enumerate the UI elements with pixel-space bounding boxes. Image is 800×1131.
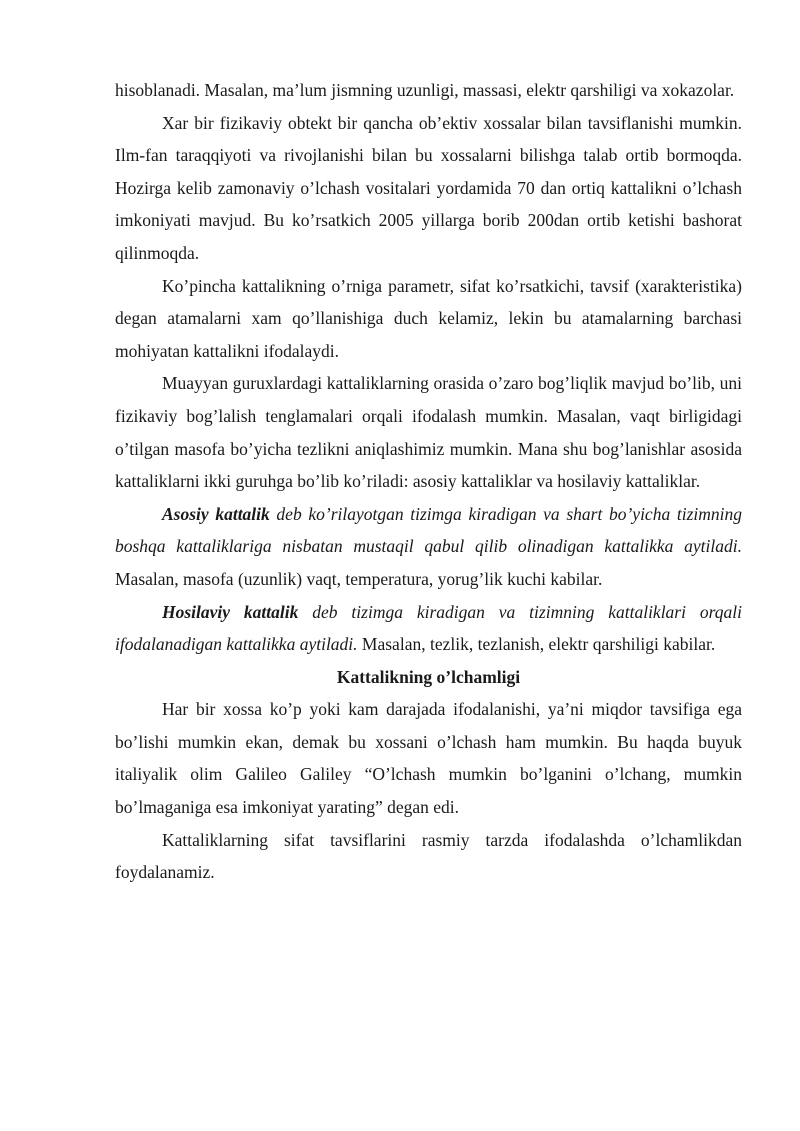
paragraph-2: Xar bir fizikaviy obtekt bir qancha ob’ektiv xossalar bilan tavsiflanishi mumkin. Ilm-fan taraqqiyoti va rivojlanishi bilan bu xossalarni bilishga talab ortib bormoqda. Hozirga kelib zamonaviy o’lchash vositalari yordamida 70 dan ortiq kattalikni o’lchash imkoniyati mavjud. Bu ko’rsatkich 2005 yillarga borib 200dan ortib ketishi bashorat qilinmoqda. bbox=[115, 112, 742, 263]
example-text: Masalan, masofa (uzunlik) vaqt, temperatura, yorug’lik kuchi kabilar. bbox=[115, 568, 603, 589]
example-text: Masalan, tezlik, tezlanish, elektr qarshiligi kabilar. bbox=[357, 634, 716, 655]
definition-text: deb tizimga kiradigan va tizimning kattaliklari orqali ifodalanadigan kattalikka aytiladi. bbox=[115, 601, 743, 655]
paragraph-7: Har bir xossa ko’p yoki kam darajada ifodalanishi, ya’ni miqdor tavsifiga ega bo’lishi mumkin ekan, demak bu xossani o’lchash ham mumkin. Bu haqda buyuk italiyalik olim Galileo Galiley “O’lchash mumkin bo’lganini o’lchang, mumkin bo’lmaganiga esa imkoniyat yarating” degan edi. bbox=[115, 699, 742, 818]
definition-text: deb ko’rilayotgan tizimga kiradigan va shart bo’yicha tizimning boshqa kattaliklariga nisbatan mustaqil qabul qilib olinadigan kattalikka aytiladi. bbox=[115, 503, 743, 557]
paragraph-1: hisoblanadi. Masalan, ma’lum jismning uzunligi, massasi, elektr qarshiligi va xokazolar. bbox=[115, 80, 735, 100]
paragraph-8: Kattaliklarning sifat tavsiflarini rasmiy tarzda ifodalashda o’lchamlikdan foydalanamiz. bbox=[115, 829, 742, 883]
definition-basic-quantity bbox=[115, 504, 742, 557]
paragraph-4: Muayyan guruxlardagi kattaliklarning orasida o’zaro bog’liqlik mavjud bo’lib, uni fizikaviy bog’lalish tenglamalari orqali ifodalash mumkin. Masalan, vaqt birligidagi o’tilgan masofa bo’yicha tezlikni aniqlashimiz mumkin. Mana shu bog’lanishlar asosida kattaliklarni ikki guruhga bo’lib ko’riladi: asosiy kattaliklar va hosilaviy kattaliklar. bbox=[115, 373, 742, 492]
paragraph-5-basic-quantity bbox=[115, 498, 742, 596]
term-derived-quantity: Hosilaviy kattalik bbox=[162, 601, 299, 622]
paragraph-6-derived-quantity bbox=[115, 596, 742, 661]
document-body bbox=[115, 74, 742, 889]
section-heading: Kattalikning o’lchamligi bbox=[336, 666, 521, 687]
paragraph-3: Ko’pincha kattalikning o’rniga parametr, sifat ko’rsatkichi, tavsif (xarakteristika) degan atamalarni xam qo’llanishiga duch kelamiz, lekin bu atamalarning barchasi mohiyatan kattalikni ifodalaydi. bbox=[115, 275, 742, 361]
term-basic-quantity: Asosiy kattalik bbox=[162, 503, 270, 524]
